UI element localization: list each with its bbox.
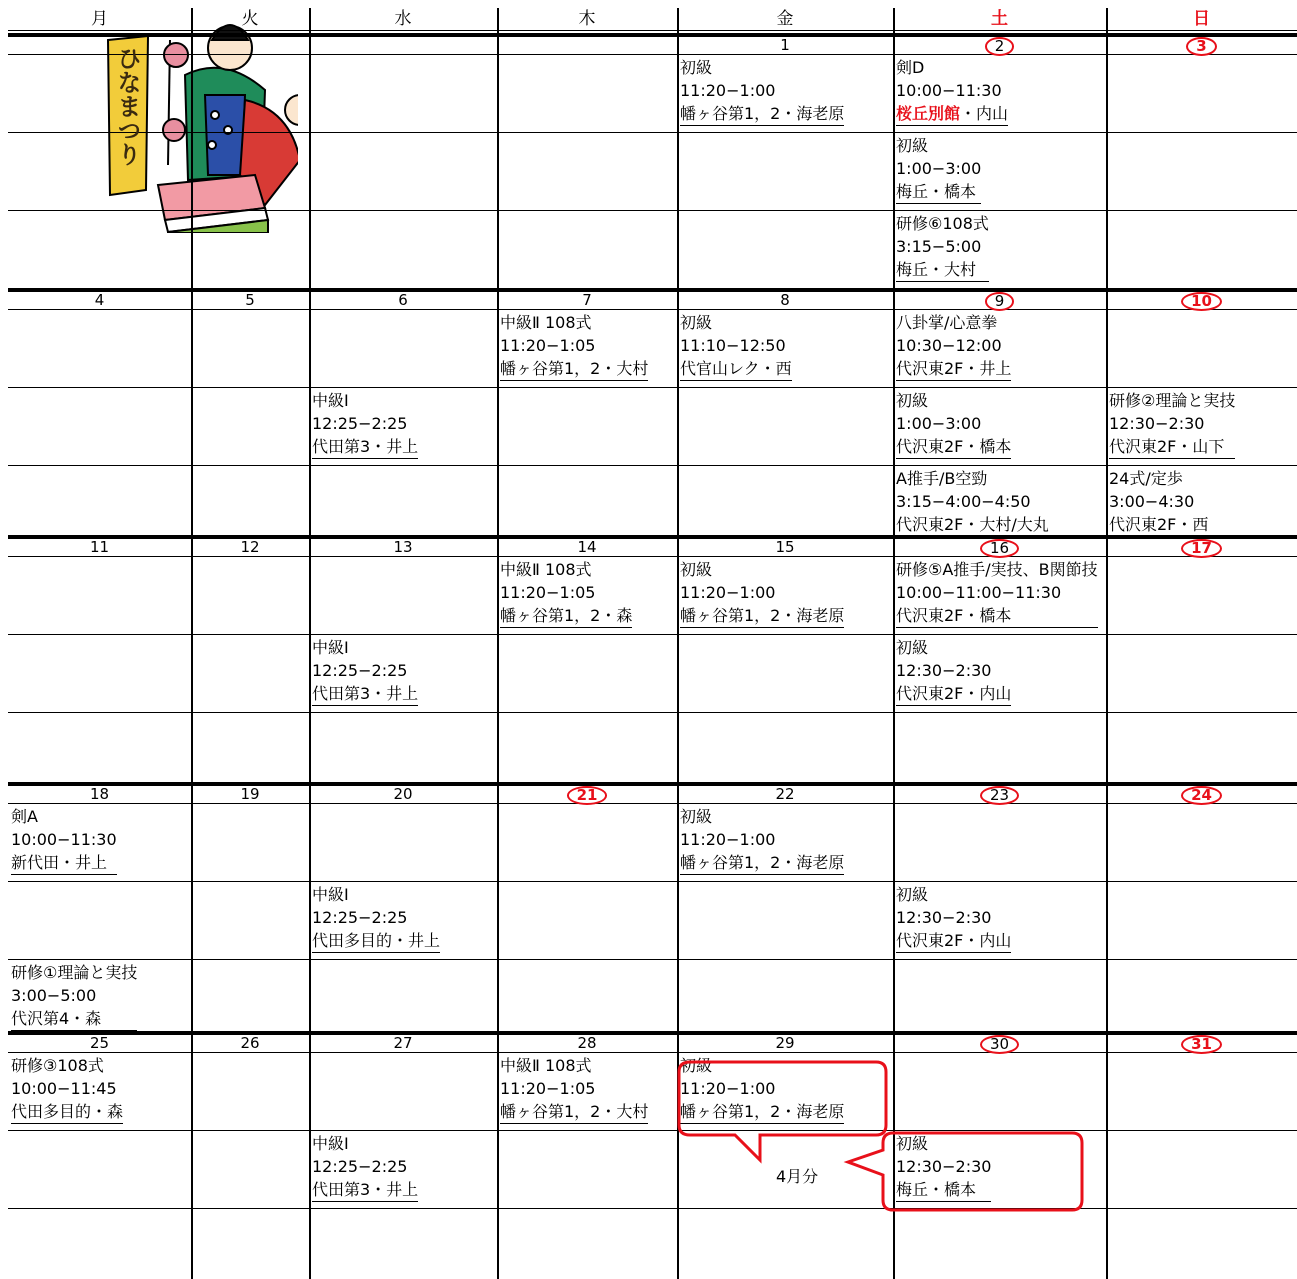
event-venue: 代沢東2F・大村/大丸: [896, 513, 1049, 537]
day-number-text: 8: [780, 291, 790, 309]
event-title: 中級Ⅱ 108式: [500, 313, 592, 332]
day-number-text: 3: [1186, 37, 1216, 56]
event-title: 初級: [680, 1056, 713, 1075]
event-venue: 代沢東2F・山下: [1109, 435, 1235, 459]
day-number-text: 24: [1181, 786, 1222, 805]
event-venue: 代沢東2F・内山: [896, 929, 1011, 953]
event-venue: 梅丘・橋本: [896, 180, 981, 204]
day-number-text: 21: [567, 786, 608, 805]
event-time: 1:00−3:00: [896, 414, 982, 433]
day-number-text: 25: [89, 1034, 110, 1052]
day-number-text: 30: [980, 1035, 1019, 1054]
event-title: 初級: [680, 807, 713, 826]
day-number-text: 31: [1181, 1035, 1222, 1054]
event-time: 12:25−2:25: [312, 1157, 408, 1176]
day-number-text: 4: [94, 291, 105, 309]
event-title: 初級: [896, 136, 929, 155]
event-venue: 幡ヶ谷第1，2・海老原: [680, 1100, 844, 1124]
event-venue: 代田第3・井上: [312, 1178, 418, 1202]
event-venue: 代田多目的・井上: [312, 929, 440, 953]
event-venue: 梅丘・橋本: [896, 1178, 991, 1202]
event-time: 12:30−2:30: [896, 661, 992, 680]
event-venue: 代沢東2F・井上: [896, 357, 1011, 381]
weekday-header: 火: [241, 9, 259, 29]
event-venue: 幡ヶ谷第1，2・海老原: [680, 102, 844, 126]
weekday-header: 月: [91, 9, 108, 29]
event-venue-highlight: 桜丘別館: [896, 104, 961, 123]
event-time: 11:20−1:05: [500, 583, 596, 602]
event-time: 12:30−2:30: [896, 1157, 992, 1176]
event-title: 研修①理論と実技: [11, 963, 138, 982]
banner-text: ひなまつり: [113, 46, 141, 166]
day-number-text: 28: [577, 1034, 597, 1052]
event-title: 24式/定歩: [1109, 469, 1183, 488]
day-number-text: 22: [775, 785, 795, 803]
event-time: 3:00−4:30: [1109, 492, 1195, 511]
day-number-text: 26: [240, 1034, 260, 1052]
day-number-text: 20: [393, 785, 413, 803]
event-venue: 代官山レク・西: [680, 357, 792, 381]
day-number-text: 12: [240, 538, 260, 556]
event-time: 11:20−1:00: [680, 1079, 776, 1098]
event-time: 11:20−1:05: [500, 336, 596, 355]
event-title: 中級Ⅱ 108式: [500, 1056, 592, 1075]
day-number-text: 7: [582, 291, 592, 309]
event-title: 研修②理論と実技: [1109, 391, 1236, 410]
event-venue: 幡ヶ谷第1，2・大村: [500, 1100, 648, 1124]
day-number-text: 5: [245, 291, 255, 309]
event-title: 研修③108式: [11, 1056, 104, 1075]
event-venue: 新代田・井上: [11, 851, 117, 875]
event-title: 初級: [896, 638, 929, 657]
event-time: 12:25−2:25: [312, 661, 408, 680]
event-time: 11:20−1:05: [500, 1079, 596, 1098]
event-venue: 代田多目的・森: [11, 1100, 123, 1124]
event-title: A推手/B空勁: [896, 469, 988, 488]
event-title: 中級Ⅰ: [312, 885, 349, 904]
weekday-header: 日: [1193, 9, 1210, 29]
day-number-text: 10: [1181, 292, 1222, 311]
day-number-text: 2: [985, 37, 1015, 56]
day-number-text: 11: [89, 538, 110, 556]
event-time: 11:20−1:00: [680, 583, 776, 602]
event-venue: 代沢東2F・橋本: [896, 604, 1098, 628]
event-venue: 代田第3・井上: [312, 682, 418, 706]
event-venue: 幡ヶ谷第1，2・大村: [500, 357, 648, 381]
day-number-text: 9: [985, 292, 1015, 311]
event-time: 12:25−2:25: [312, 414, 408, 433]
event-venue: 代沢第4・森: [11, 1007, 137, 1031]
day-number-text: 29: [775, 1034, 795, 1052]
event-time: 12:30−2:30: [896, 908, 992, 927]
event-title: 初級: [896, 885, 929, 904]
weekday-header: 金: [776, 9, 794, 29]
day-number-text: 6: [398, 291, 408, 309]
day-number-text: 15: [775, 538, 795, 556]
day-number-text: 13: [393, 538, 413, 556]
event-time: 12:25−2:25: [312, 908, 408, 927]
day-number-text: 1: [780, 36, 790, 54]
event-time: 10:00−11:45: [11, 1079, 117, 1098]
event-venue: 代沢東2F・西: [1109, 513, 1208, 537]
day-number-text: 14: [577, 538, 597, 556]
event-venue: 梅丘・大村: [896, 258, 989, 282]
event-time: 10:30−12:00: [896, 336, 1002, 355]
event-title: 初級: [896, 1134, 929, 1153]
event-title: 中級Ⅰ: [312, 638, 349, 657]
day-number-text: 19: [240, 785, 260, 803]
event-venue: 幡ヶ谷第1，2・海老原: [680, 851, 844, 875]
event-title: 剣D: [896, 58, 925, 77]
event-title: 初級: [680, 58, 713, 77]
event-title: 研修⑥108式: [896, 214, 989, 233]
event-title: 中級Ⅰ: [312, 1134, 349, 1153]
day-number-text: 23: [980, 786, 1019, 805]
event-time: 3:15−5:00: [896, 237, 982, 256]
event-time: 11:10−12:50: [680, 336, 786, 355]
event-title: 初級: [680, 313, 713, 332]
event-title: 研修⑤A推手/実技、B関節技: [896, 560, 1098, 579]
event-venue: 代田第3・井上: [312, 435, 418, 459]
event-title: 中級Ⅱ 108式: [500, 560, 592, 579]
weekday-header: 水: [394, 9, 412, 29]
event-time: 1:00−3:00: [896, 159, 982, 178]
day-number-text: 16: [980, 539, 1019, 558]
day-number-text: 27: [393, 1034, 413, 1052]
event-time: 11:20−1:00: [680, 81, 776, 100]
event-venue: 幡ヶ谷第1，2・海老原: [680, 604, 844, 628]
weekday-header: 木: [578, 9, 596, 29]
event-venue: 代沢東2F・内山: [896, 682, 1011, 706]
event-title: 剣A: [11, 807, 38, 826]
callout-note: 4月分: [776, 1167, 819, 1186]
event-time: 3:00−5:00: [11, 986, 97, 1005]
event-venue-text: ・内山: [960, 104, 1009, 123]
event-time: 12:30−2:30: [1109, 414, 1205, 433]
event-time: 11:20−1:00: [680, 830, 776, 849]
event-venue: 代沢東2F・橋本: [896, 435, 1011, 459]
event-venue: 幡ヶ谷第1，2・森: [500, 604, 632, 628]
event-time: 10:00−11:00−11:30: [896, 583, 1062, 602]
event-time: 10:00−11:30: [896, 81, 1002, 100]
event-time: 10:00−11:30: [11, 830, 117, 849]
weekday-header: 土: [991, 9, 1008, 29]
event-title: 初級: [680, 560, 713, 579]
event-title: 初級: [896, 391, 929, 410]
day-number-text: 17: [1181, 539, 1222, 558]
event-title: 中級Ⅰ: [312, 391, 349, 410]
event-time: 3:15−4:00−4:50: [896, 492, 1031, 511]
day-number-text: 18: [89, 785, 110, 803]
event-title: 八卦掌/心意拳: [896, 313, 998, 332]
